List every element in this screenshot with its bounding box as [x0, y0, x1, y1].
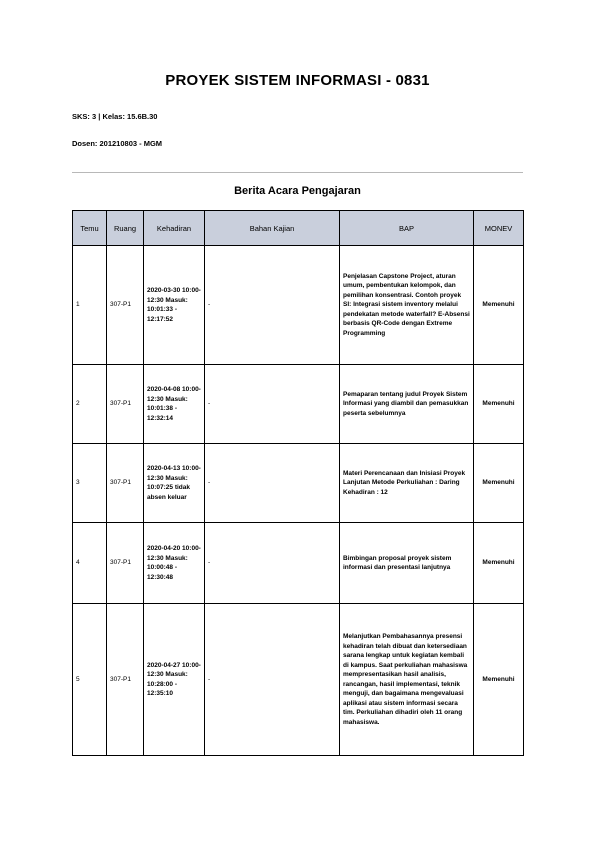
table-header-row	[73, 211, 524, 246]
cell-temu: 1	[73, 246, 107, 365]
column-header-ruang: Ruang	[107, 211, 144, 246]
cell-kehadiran: 2020-04-20 10:00-12:30 Masuk: 10:00:48 - 12:30:48	[144, 523, 205, 604]
column-header-kehadiran: Kehadiran	[144, 211, 205, 246]
column-header-temu: Temu	[73, 211, 107, 246]
page-title: PROYEK SISTEM INFORMASI - 0831	[165, 72, 430, 89]
cell-bap: Bimbingan proposal proyek sistem informasi dan presentasi lanjutnya	[340, 523, 474, 604]
berita-acara-table	[72, 210, 524, 756]
cell-ruang: 307-P1	[107, 246, 144, 365]
cell-temu: 3	[73, 444, 107, 523]
table-row	[73, 246, 524, 365]
cell-kehadiran: 2020-04-08 10:00-12:30 Masuk: 10:01:38 - 12:32:14	[144, 365, 205, 444]
cell-temu: 2	[73, 365, 107, 444]
dosen-line: Dosen: 201210803 - MGM	[72, 139, 163, 148]
sks-kelas-line: SKS: 3 | Kelas: 15.6B.30	[72, 112, 158, 121]
cell-bahan-kajian: -	[205, 365, 340, 444]
table-row	[73, 523, 524, 604]
table-row	[73, 604, 524, 756]
column-header-bap: BAP	[340, 211, 474, 246]
cell-kehadiran: 2020-03-30 10:00-12:30 Masuk: 10:01:33 - 12:17:52	[144, 246, 205, 365]
cell-bap: Materi Perencanaan dan Inisiasi Proyek Lanjutan Metode Perkuliahan : Daring Kehadiran : 12	[340, 444, 474, 523]
cell-bap: Pemaparan tentang judul Proyek Sistem Informasi yang diambil dan pemasukkan peserta sebelumnya	[340, 365, 474, 444]
column-header-bahan-kajian: Bahan Kajian	[205, 211, 340, 246]
table-row	[73, 365, 524, 444]
cell-ruang: 307-P1	[107, 523, 144, 604]
cell-monev: Memenuhi	[474, 246, 524, 365]
cell-monev: Memenuhi	[474, 444, 524, 523]
cell-monev: Memenuhi	[474, 523, 524, 604]
cell-bap: Melanjutkan Pembahasannya presensi kehadiran telah dibuat dan ketersediaan sarana lengkap untuk kegiatan kembali di kampus. Saat perkuliahan mahasiswa mempresentasikan hasil analisis, rancangan, hasil implementasi, teknik menguji, dan bagaimana mengevaluasi aplikasi atau sistem informasi secara tim. Perkuliahan dihadiri oleh 11 orang mahasiswa.	[340, 604, 474, 756]
header-divider	[72, 172, 523, 173]
cell-ruang: 307-P1	[107, 604, 144, 756]
cell-ruang: 307-P1	[107, 444, 144, 523]
cell-kehadiran: 2020-04-13 10:00-12:30 Masuk: 10:07:25 tidak absen keluar	[144, 444, 205, 523]
cell-ruang: 307-P1	[107, 365, 144, 444]
cell-bap: Penjelasan Capstone Project, aturan umum, pembentukan kelompok, dan pemilihan konsentrasi. Contoh proyek SI: Integrasi sistem inventory melalui pendekatan metode waterfall? E-Absensi berbasis QR-Code dengan Extreme Programming	[340, 246, 474, 365]
column-header-monev: MONEV	[474, 211, 524, 246]
cell-kehadiran: 2020-04-27 10:00-12:30 Masuk: 10:28:00 - 12:35:10	[144, 604, 205, 756]
cell-bahan-kajian: -	[205, 523, 340, 604]
section-title: Berita Acara Pengajaran	[234, 185, 361, 197]
cell-bahan-kajian: -	[205, 444, 340, 523]
cell-bahan-kajian: -	[205, 246, 340, 365]
cell-monev: Memenuhi	[474, 604, 524, 756]
cell-temu: 4	[73, 523, 107, 604]
cell-monev: Memenuhi	[474, 365, 524, 444]
table-row	[73, 444, 524, 523]
cell-temu: 5	[73, 604, 107, 756]
cell-bahan-kajian: -	[205, 604, 340, 756]
